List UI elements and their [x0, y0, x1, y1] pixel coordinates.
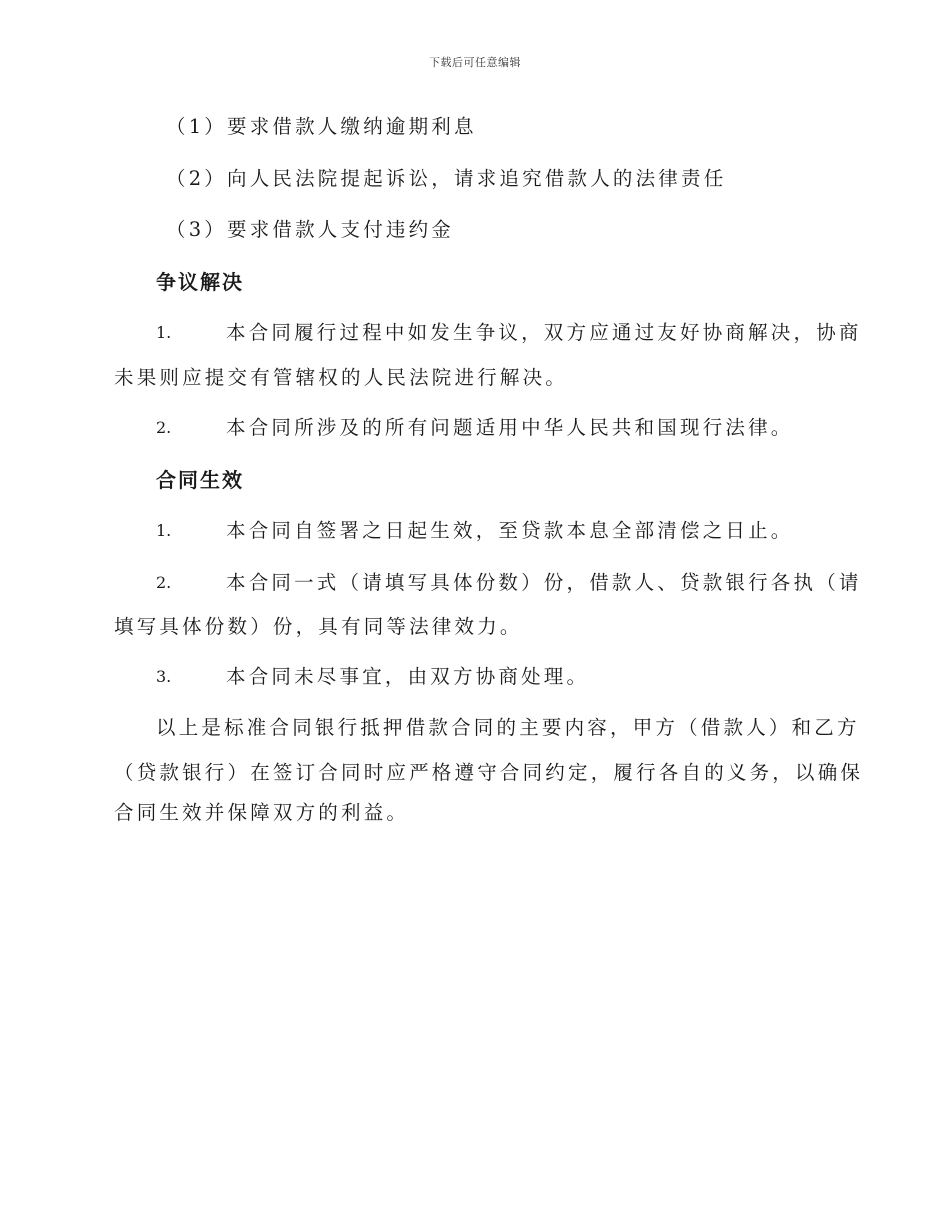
section-heading-effect: 合同生效 — [156, 468, 244, 492]
clause-number: 1. — [156, 521, 172, 540]
clause-number: 2. — [156, 418, 172, 437]
clause-number: 1. — [156, 323, 172, 342]
summary-line-1: 以上是标准合同银行抵押借款合同的主要内容，甲方（借款人）和乙方 — [156, 716, 860, 739]
clause-text: 本合同自签署之日起生效，至贷款本息全部清偿之日止。 — [226, 519, 794, 542]
clause-text: 本合同未尽事宜，由双方协商处理。 — [226, 665, 590, 688]
clause-number: 2. — [156, 573, 172, 592]
clause-text: 本合同一式（请填写具体份数）份，借款人、贷款银行各执（请 — [226, 571, 862, 594]
clause-text: 本合同履行过程中如发生争议，双方应通过友好协商解决，协商 — [226, 321, 862, 344]
page-header: 下载后可任意编辑 — [429, 56, 521, 69]
clause-text: 本合同所涉及的所有问题适用中华人民共和国现行法律。 — [226, 416, 794, 439]
remedy-item-1: （1）要求借款人缴纳逾期利息 — [166, 115, 477, 138]
summary-line-3: 合同生效并保障双方的利益。 — [114, 801, 410, 824]
clause-number: 3. — [156, 667, 172, 686]
effect-clause-2-continuation: 填写具体份数）份，具有同等法律效力。 — [114, 615, 523, 638]
remedy-item-3: （3）要求借款人支付违约金 — [166, 218, 455, 241]
summary-line-2: （贷款银行）在签订合同时应严格遵守合同约定，履行各自的义务，以确保 — [114, 761, 864, 784]
remedy-item-2: （2）向人民法院提起诉讼，请求追究借款人的法律责任 — [166, 167, 727, 190]
dispute-clause-1-continuation: 未果则应提交有管辖权的人民法院进行解决。 — [114, 366, 569, 389]
section-heading-dispute: 争议解决 — [156, 270, 244, 294]
